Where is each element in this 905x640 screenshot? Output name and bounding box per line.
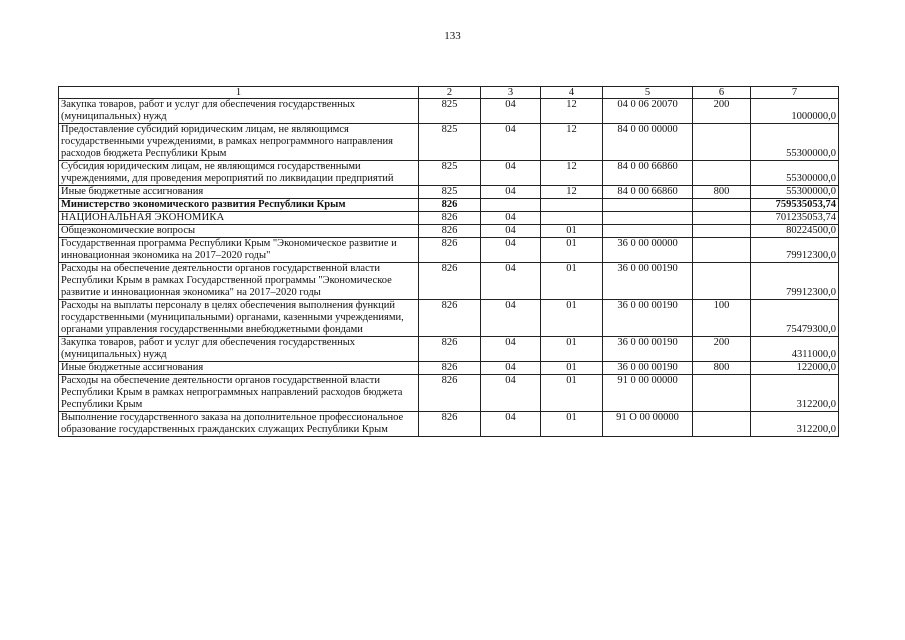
expense-name-cell: Расходы на выплаты персоналу в целях обеспечения выполнения функций государственными (муниципальными) органами, казенными учреждениями, органами управления государственными внебюджетными фондами [59, 300, 419, 337]
target-article-cell: 84 0 00 66860 [603, 186, 693, 199]
section-code-cell: 04 [481, 186, 541, 199]
expense-type-cell [693, 212, 751, 225]
expense-name-cell: Субсидия юридическим лицам, не являющимся государственными учреждениями, для проведения мероприятий по ликвидации предприятий [59, 161, 419, 186]
table-row [59, 300, 839, 337]
amount-cell: 80224500,0 [751, 225, 839, 238]
ministry-code-cell: 826 [419, 337, 481, 362]
section-code-cell: 04 [481, 375, 541, 412]
subsection-code-cell: 01 [541, 337, 603, 362]
ministry-code-cell: 825 [419, 99, 481, 124]
expense-name-cell: Предоставление субсидий юридическим лицам, не являющимся государственными учреждениями, в рамках непрограммного направления расходов бюджета Республики Крым [59, 124, 419, 161]
target-article-cell: 84 0 00 00000 [603, 124, 693, 161]
subsection-code-cell: 01 [541, 263, 603, 300]
expense-type-cell: 200 [693, 99, 751, 124]
subsection-code-cell: 01 [541, 362, 603, 375]
expense-type-cell: 100 [693, 300, 751, 337]
section-code-cell: 04 [481, 212, 541, 225]
table-row [59, 186, 839, 199]
amount-cell: 75479300,0 [751, 300, 839, 337]
subsection-code-cell: 01 [541, 412, 603, 437]
expense-name-cell: Выполнение государственного заказа на дополнительное профессиональное образование государственных гражданских служащих Республики Крым [59, 412, 419, 437]
section-code-cell: 04 [481, 337, 541, 362]
page-number: 133 [444, 30, 461, 42]
amount-cell: 1000000,0 [751, 99, 839, 124]
table-row [59, 225, 839, 238]
ministry-code-cell: 826 [419, 362, 481, 375]
expense-name-cell: Общеэкономические вопросы [59, 225, 419, 238]
expense-type-cell [693, 161, 751, 186]
expense-type-cell [693, 375, 751, 412]
expense-name-cell: Расходы на обеспечение деятельности органов государственной власти Республики Крым в рамках непрограммных направлений расходов бюджета Республики Крым [59, 375, 419, 412]
ministry-code-cell: 826 [419, 263, 481, 300]
target-article-cell: 91 0 00 00000 [603, 375, 693, 412]
table-row [59, 362, 839, 375]
amount-cell: 4311000,0 [751, 337, 839, 362]
amount-cell: 701235053,74 [751, 212, 839, 225]
ministry-code-cell: 826 [419, 375, 481, 412]
ministry-code-cell: 826 [419, 199, 481, 212]
target-article-cell: 36 0 00 00190 [603, 337, 693, 362]
target-article-cell: 36 0 00 00190 [603, 263, 693, 300]
ministry-code-cell: 826 [419, 212, 481, 225]
budget-table [58, 86, 839, 437]
subsection-code-cell: 12 [541, 161, 603, 186]
expense-type-cell: 800 [693, 362, 751, 375]
expense-name-cell: Иные бюджетные ассигнования [59, 186, 419, 199]
table-row [59, 337, 839, 362]
expense-name-cell: Закупка товаров, работ и услуг для обеспечения государственных (муниципальных) нужд [59, 99, 419, 124]
target-article-cell: 36 0 00 00000 [603, 238, 693, 263]
section-code-cell: 04 [481, 362, 541, 375]
column-header: 7 [751, 87, 839, 99]
amount-cell: 55300000,0 [751, 161, 839, 186]
target-article-cell: 91 О 00 00000 [603, 412, 693, 437]
target-article-cell: 36 0 00 00190 [603, 362, 693, 375]
expense-name-cell: Закупка товаров, работ и услуг для обеспечения государственных (муниципальных) нужд [59, 337, 419, 362]
expense-type-cell [693, 124, 751, 161]
amount-cell: 312200,0 [751, 375, 839, 412]
expense-type-cell [693, 412, 751, 437]
ministry-code-cell: 825 [419, 161, 481, 186]
column-header: 2 [419, 87, 481, 99]
subsection-code-cell: 12 [541, 124, 603, 161]
subsection-code-cell: 01 [541, 375, 603, 412]
target-article-cell [603, 225, 693, 238]
column-header: 4 [541, 87, 603, 99]
table-row [59, 124, 839, 161]
expense-type-cell [693, 225, 751, 238]
table-row [59, 212, 839, 225]
amount-cell: 55300000,0 [751, 124, 839, 161]
ministry-code-cell: 825 [419, 124, 481, 161]
amount-cell: 312200,0 [751, 412, 839, 437]
table-row [59, 375, 839, 412]
expense-name-cell: Министерство экономического развития Республики Крым [59, 199, 419, 212]
ministry-code-cell: 826 [419, 300, 481, 337]
amount-cell: 759535053,74 [751, 199, 839, 212]
amount-cell: 79912300,0 [751, 238, 839, 263]
expense-name-cell: Государственная программа Республики Крым "Экономическое развитие и инновационная экономика на 2017–2020 годы" [59, 238, 419, 263]
section-code-cell: 04 [481, 225, 541, 238]
expense-name-cell: Расходы на обеспечение деятельности органов государственной власти Республики Крым в рамках Государственной программы "Экономическое развитие и инновационная экономика" на 2017–2020 годы [59, 263, 419, 300]
subsection-code-cell: 01 [541, 238, 603, 263]
subsection-code-cell: 01 [541, 300, 603, 337]
table-row [59, 238, 839, 263]
expense-type-cell [693, 238, 751, 263]
section-code-cell: 04 [481, 124, 541, 161]
table-row [59, 161, 839, 186]
expense-name-cell: НАЦИОНАЛЬНАЯ ЭКОНОМИКА [59, 212, 419, 225]
section-code-cell: 04 [481, 300, 541, 337]
section-code-cell: 04 [481, 238, 541, 263]
amount-cell: 55300000,0 [751, 186, 839, 199]
table-row [59, 99, 839, 124]
ministry-code-cell: 825 [419, 186, 481, 199]
column-header: 3 [481, 87, 541, 99]
expense-name-cell: Иные бюджетные ассигнования [59, 362, 419, 375]
subsection-code-cell: 01 [541, 225, 603, 238]
amount-cell: 79912300,0 [751, 263, 839, 300]
expense-type-cell [693, 263, 751, 300]
ministry-code-cell: 826 [419, 412, 481, 437]
column-header: 1 [59, 87, 419, 99]
target-article-cell [603, 199, 693, 212]
target-article-cell: 36 0 00 00190 [603, 300, 693, 337]
table-body [59, 99, 839, 437]
table-row [59, 199, 839, 212]
ministry-code-cell: 826 [419, 225, 481, 238]
section-code-cell: 04 [481, 263, 541, 300]
section-code-cell [481, 199, 541, 212]
section-code-cell: 04 [481, 99, 541, 124]
column-header: 6 [693, 87, 751, 99]
section-code-cell: 04 [481, 161, 541, 186]
column-header: 5 [603, 87, 693, 99]
section-code-cell: 04 [481, 412, 541, 437]
ministry-code-cell: 826 [419, 238, 481, 263]
expense-type-cell: 200 [693, 337, 751, 362]
table-row [59, 412, 839, 437]
target-article-cell: 84 0 00 66860 [603, 161, 693, 186]
amount-cell: 122000,0 [751, 362, 839, 375]
subsection-code-cell: 12 [541, 186, 603, 199]
expense-type-cell: 800 [693, 186, 751, 199]
expense-type-cell [693, 199, 751, 212]
subsection-code-cell [541, 199, 603, 212]
subsection-code-cell: 12 [541, 99, 603, 124]
table-row [59, 263, 839, 300]
subsection-code-cell [541, 212, 603, 225]
target-article-cell: 04 0 06 20070 [603, 99, 693, 124]
target-article-cell [603, 212, 693, 225]
header-row [59, 87, 839, 99]
